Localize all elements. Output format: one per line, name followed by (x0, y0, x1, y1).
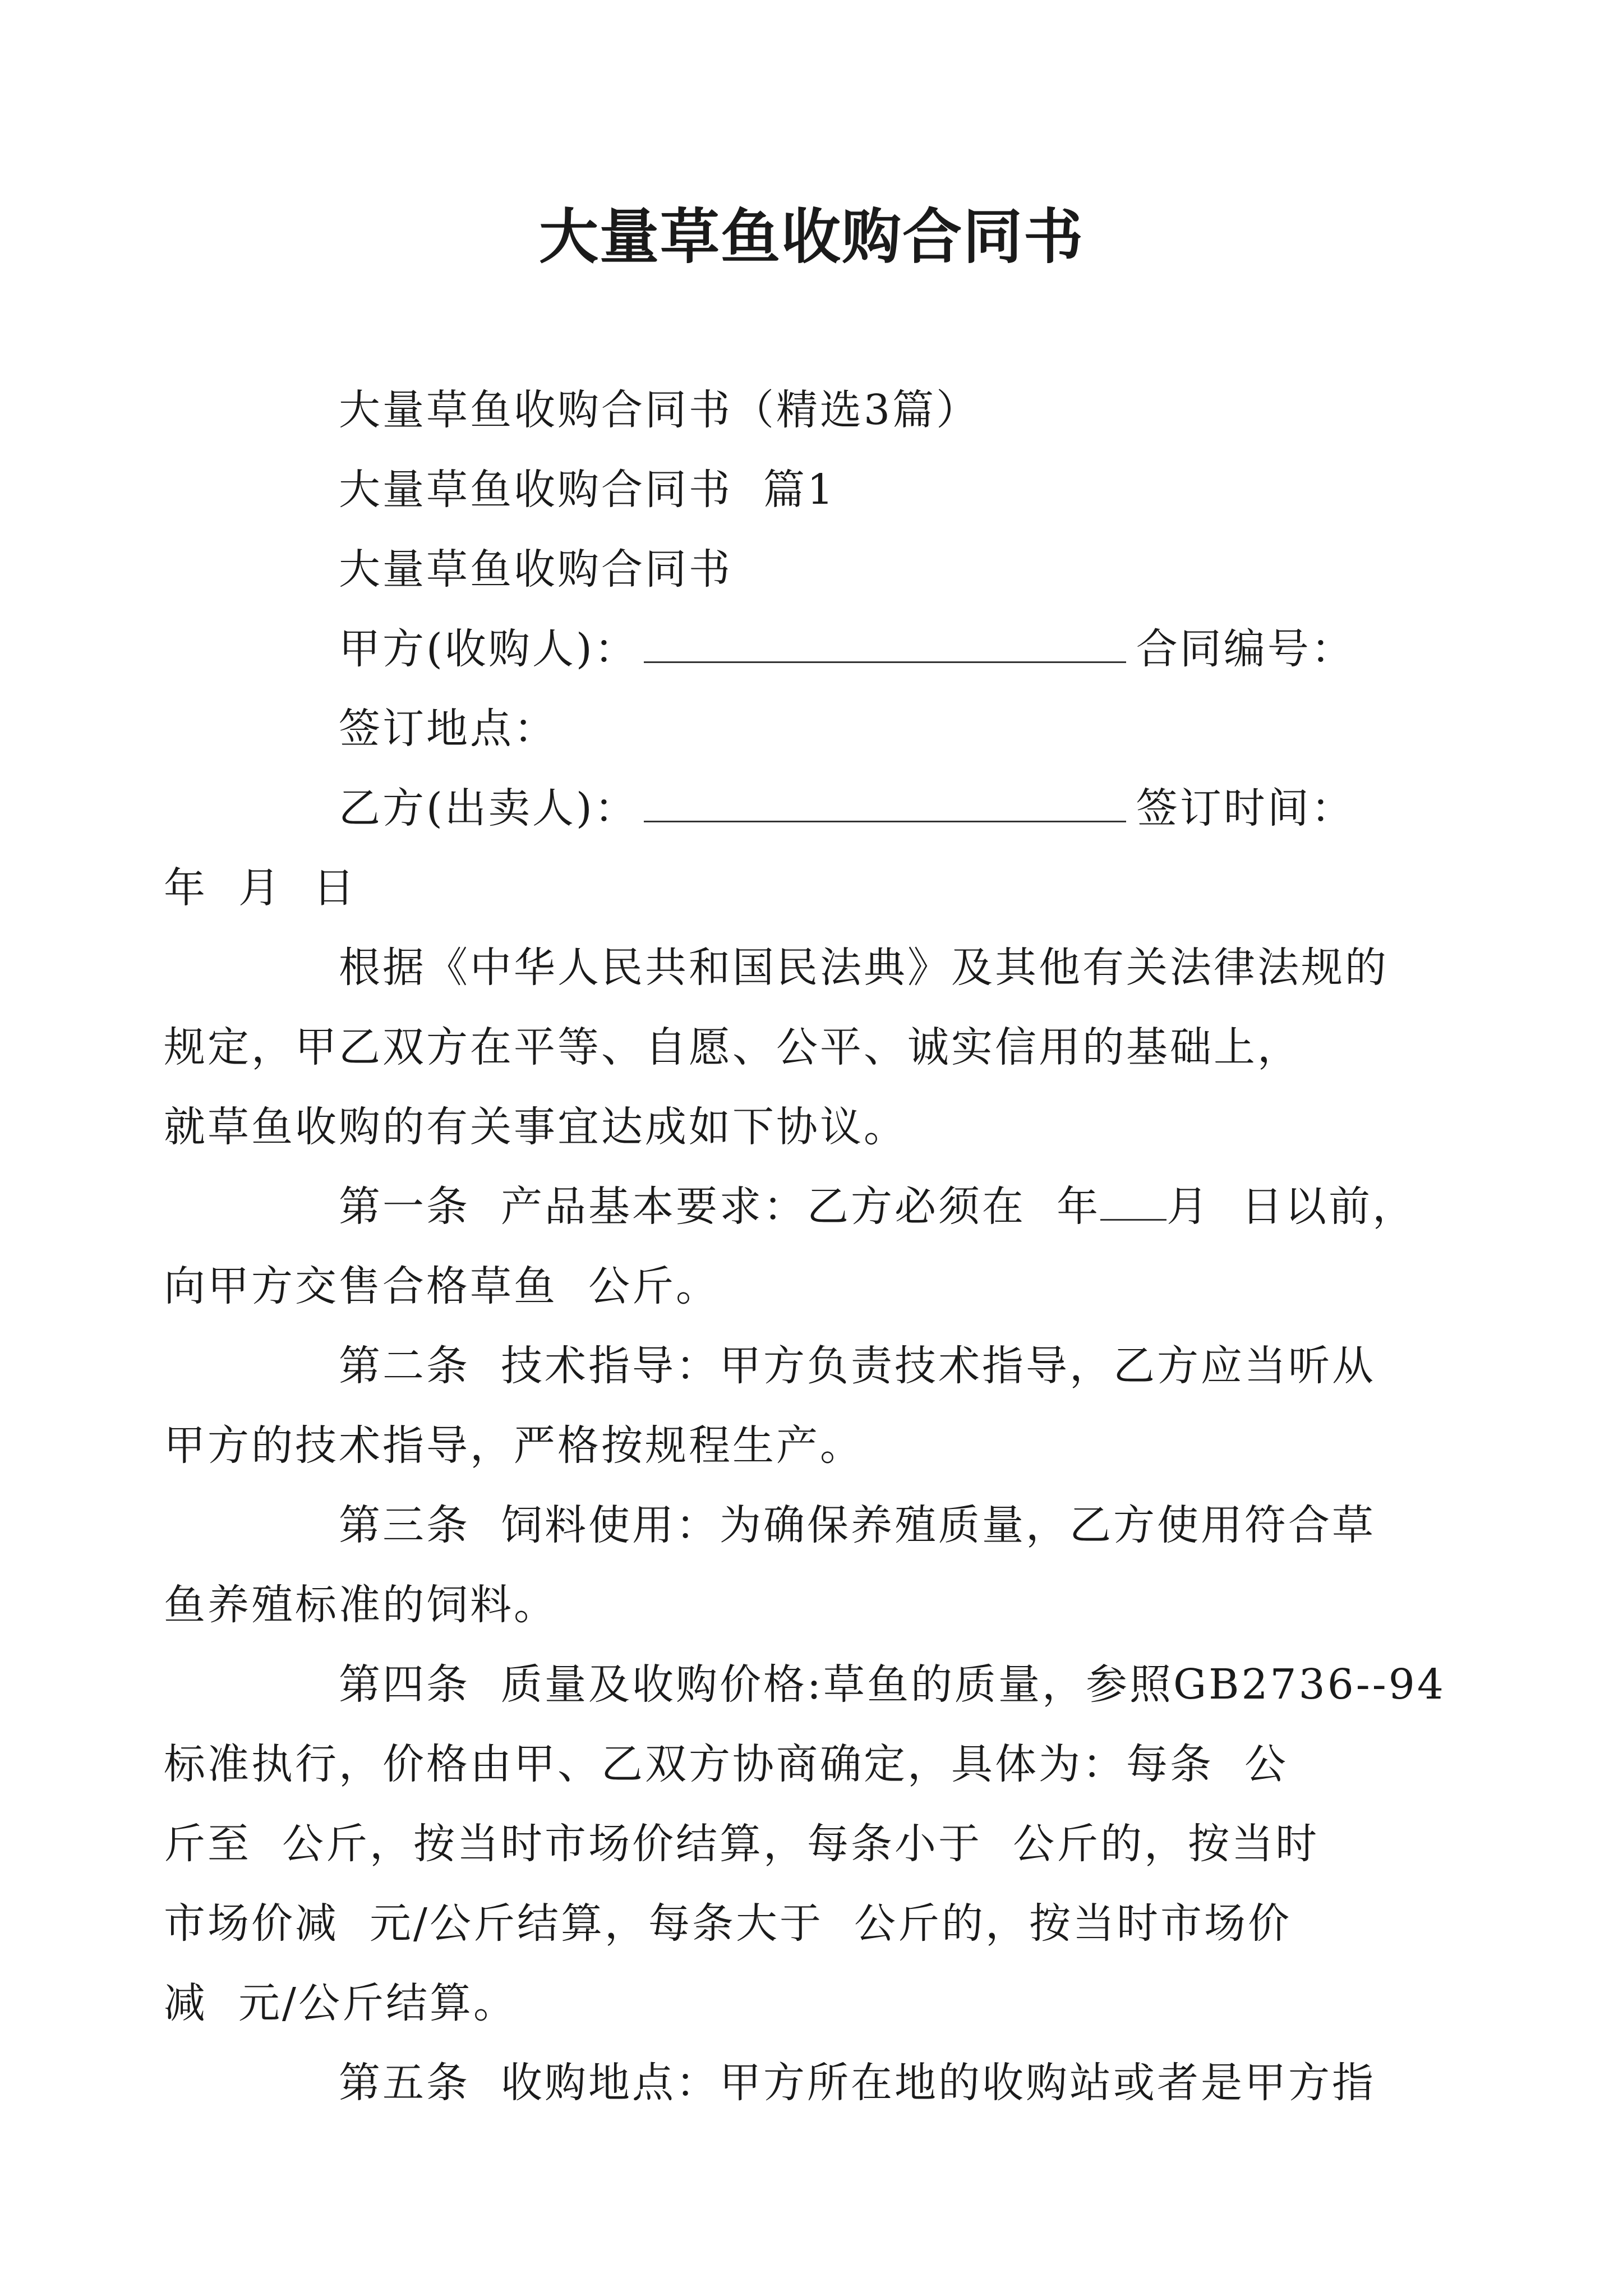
sign-place-line: 签订地点： (339, 705, 557, 753)
party-a-line (251, 609, 1384, 689)
document-body (164, 370, 1446, 2123)
article-3-line-2: 鱼养殖标准的饲料。 (164, 1581, 557, 1629)
article-5-line-1: 第五条 收购地点：甲方所在地的收购站或者是甲方指 (339, 2059, 1376, 2107)
document-title: 大量草鱼收购合同书 (539, 201, 1084, 272)
preamble-line-2: 规定，甲乙双方在平等、自愿、公平、诚实信用的基础上， (164, 1023, 1301, 1071)
article-1-line-1 (251, 1167, 1417, 1246)
party-a-blank (644, 628, 1126, 663)
article-4-line-3: 斤至 公斤，按当时市场价结算，每条小于 公斤的，按当时 (164, 1820, 1320, 1868)
article-2-line-2: 甲方的技术指导，严格按规程生产。 (164, 1421, 864, 1470)
article-4-line-1: 第四条 质量及收购价格:草鱼的质量，参照GB2736--94 (339, 1660, 1446, 1709)
preamble-line-1: 根据《中华人民共和国民法典》及其他有关法律法规的 (339, 944, 1389, 992)
party-b-line (251, 769, 1384, 848)
date-line: 年 月 日 (164, 864, 357, 912)
article-1-part-b: 月 日以前， (1166, 1182, 1417, 1231)
heading-part: 大量草鱼收购合同书 篇1 (339, 466, 836, 514)
article-4-line-2: 标准执行，价格由甲、乙双方协商确定，具体为：每条 公 (164, 1740, 1289, 1788)
sign-time-label: 签订时间： (1136, 784, 1355, 832)
heading-contract: 大量草鱼收购合同书 (339, 545, 732, 593)
preamble-line-3: 就草鱼收购的有关事宜达成如下协议。 (164, 1103, 907, 1151)
party-a-label: 甲方(收购人)： (339, 625, 638, 673)
article-1-part-a: 第一条 产品基本要求：乙方必须在 年 (339, 1182, 1101, 1231)
party-b-label: 乙方(出卖人)： (339, 784, 638, 832)
article-1-blank (1100, 1185, 1166, 1221)
article-4-line-4: 市场价减 元/公斤结算，每条大于 公斤的，按当时市场价 (164, 1899, 1292, 1948)
article-2-line-1: 第二条 技术指导：甲方负责技术指导，乙方应当听从 (339, 1342, 1376, 1390)
contract-no-label: 合同编号： (1136, 625, 1355, 673)
article-4-line-5: 减 元/公斤结算。 (164, 1979, 517, 2027)
heading-selected: 大量草鱼收购合同书（精选3篇） (339, 386, 980, 434)
party-b-blank (644, 787, 1126, 822)
article-1-line-2: 向甲方交售合格草鱼 公斤。 (164, 1262, 720, 1310)
article-3-line-1: 第三条 饲料使用：为确保养殖质量，乙方使用符合草 (339, 1501, 1376, 1549)
